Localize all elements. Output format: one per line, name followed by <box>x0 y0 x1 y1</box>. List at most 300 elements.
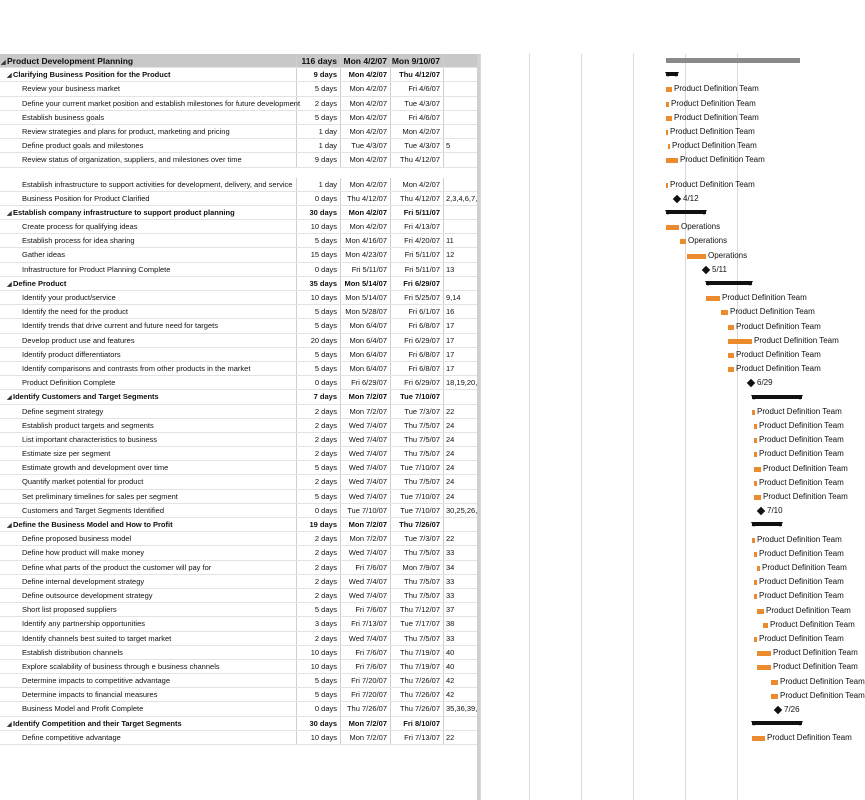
duration-cell[interactable]: 5 days <box>297 111 341 124</box>
predecessors-cell[interactable]: 17 <box>446 363 455 373</box>
start-cell[interactable]: Fri 7/6/07 <box>341 660 391 673</box>
duration-cell[interactable]: 5 days <box>297 490 341 503</box>
start-cell[interactable]: Fri 7/13/07 <box>341 617 391 630</box>
predecessors-cell[interactable]: 38 <box>446 619 455 629</box>
task-name-cell[interactable]: Identify the need for the product <box>0 305 297 318</box>
duration-cell[interactable]: 20 days <box>297 334 341 347</box>
collapse-toggle-icon[interactable]: ◢ <box>1 60 6 66</box>
task-row[interactable] <box>0 561 477 575</box>
task-name-cell[interactable]: Define your current market position and establish milestones for future development <box>0 97 297 110</box>
task-row[interactable] <box>0 405 477 419</box>
predecessors-cell[interactable] <box>444 390 477 403</box>
finish-cell[interactable]: Thu 7/26/07 <box>391 674 444 687</box>
task-bar[interactable] <box>666 87 672 92</box>
task-row[interactable] <box>0 234 477 248</box>
task-bar[interactable] <box>763 623 768 628</box>
start-cell[interactable]: Fri 7/20/07 <box>341 674 391 687</box>
finish-cell[interactable]: Thu 4/12/07 <box>391 192 444 205</box>
task-name-cell[interactable]: Identify product differentiators <box>0 348 297 361</box>
start-cell[interactable]: Fri 5/11/07 <box>341 263 391 276</box>
predecessors-cell[interactable]: 24 <box>446 420 455 430</box>
duration-cell[interactable]: 3 days <box>297 617 341 630</box>
finish-cell[interactable]: Tue 7/3/07 <box>391 532 444 545</box>
start-cell[interactable]: Mon 4/16/07 <box>341 234 391 247</box>
summary-bar[interactable] <box>666 210 706 214</box>
start-cell[interactable]: Mon 5/14/07 <box>341 277 391 290</box>
predecessors-cell[interactable] <box>444 717 477 730</box>
duration-cell[interactable]: 1 day <box>297 125 341 138</box>
predecessors-cell[interactable]: 16 <box>446 307 455 317</box>
task-row[interactable] <box>0 589 477 603</box>
duration-cell[interactable]: 2 days <box>297 532 341 545</box>
predecessors-cell[interactable]: 17 <box>446 349 455 359</box>
task-name-cell[interactable]: Develop product use and features <box>0 334 297 347</box>
start-cell[interactable]: Mon 4/2/07 <box>341 178 391 191</box>
predecessors-cell[interactable] <box>444 518 477 531</box>
start-cell[interactable]: Fri 7/20/07 <box>341 688 391 701</box>
task-row[interactable] <box>0 433 477 447</box>
task-name-cell[interactable]: Review your business market <box>0 82 297 95</box>
start-cell[interactable]: Wed 7/4/07 <box>341 447 391 460</box>
task-name-cell[interactable]: Gather ideas <box>0 248 297 261</box>
start-cell[interactable]: Wed 7/4/07 <box>341 490 391 503</box>
duration-cell[interactable]: 7 days <box>297 390 341 403</box>
collapse-toggle-icon[interactable]: ◢ <box>7 210 12 217</box>
finish-cell[interactable]: Fri 6/29/07 <box>391 277 444 290</box>
task-row[interactable] <box>0 674 477 688</box>
task-row[interactable] <box>0 362 477 376</box>
predecessors-cell[interactable] <box>444 153 477 166</box>
predecessors-cell[interactable]: 24 <box>446 491 455 501</box>
duration-cell[interactable]: 2 days <box>297 475 341 488</box>
task-name-cell[interactable]: Define product goals and milestones <box>0 139 297 152</box>
predecessors-cell[interactable]: 17 <box>446 321 455 331</box>
start-cell[interactable]: Wed 7/4/07 <box>341 461 391 474</box>
milestone-diamond[interactable] <box>702 266 710 274</box>
duration-cell[interactable]: 10 days <box>297 291 341 304</box>
finish-cell[interactable]: Thu 7/12/07 <box>391 603 444 616</box>
task-name-cell[interactable]: Identify comparisons and contrasts from other products in the market <box>0 362 297 375</box>
finish-cell[interactable]: Thu 4/12/07 <box>391 68 444 81</box>
task-name-cell[interactable]: Establish infrastructure to support activities for development, delivery, and service <box>0 178 297 191</box>
task-row[interactable] <box>0 111 477 125</box>
predecessors-cell[interactable]: 22 <box>446 732 455 742</box>
task-name-cell[interactable]: ◢Clarifying Business Position for the Product <box>0 68 297 81</box>
predecessors-cell[interactable]: 24 <box>446 449 455 459</box>
finish-cell[interactable]: Thu 7/26/07 <box>391 702 444 715</box>
finish-cell[interactable]: Tue 7/10/07 <box>391 490 444 503</box>
predecessors-cell[interactable]: 5 <box>446 141 451 151</box>
task-bar[interactable] <box>687 254 706 259</box>
finish-cell[interactable]: Tue 4/3/07 <box>391 139 444 152</box>
task-row[interactable] <box>0 248 477 262</box>
predecessors-cell[interactable]: 2,3,4,6,7, <box>446 193 478 203</box>
duration-cell[interactable]: 5 days <box>297 348 341 361</box>
duration-cell[interactable]: 5 days <box>297 319 341 332</box>
start-cell[interactable]: Mon 4/2/07 <box>341 82 391 95</box>
finish-cell[interactable]: Mon 9/10/07 <box>391 54 444 67</box>
task-row[interactable] <box>0 153 477 167</box>
finish-cell[interactable]: Thu 7/26/07 <box>391 518 444 531</box>
task-row[interactable] <box>0 291 477 305</box>
finish-cell[interactable]: Fri 8/10/07 <box>391 717 444 730</box>
start-cell[interactable]: Mon 4/23/07 <box>341 248 391 261</box>
task-bar[interactable] <box>754 452 757 457</box>
task-bar[interactable] <box>771 680 778 685</box>
finish-cell[interactable]: Tue 4/3/07 <box>391 97 444 110</box>
start-cell[interactable]: Thu 7/26/07 <box>341 702 391 715</box>
predecessors-cell[interactable] <box>444 82 477 95</box>
task-name-cell[interactable]: Set preliminary timelines for sales per segment <box>0 490 297 503</box>
duration-cell[interactable]: 19 days <box>297 518 341 531</box>
duration-cell[interactable]: 2 days <box>297 405 341 418</box>
task-bar[interactable] <box>754 594 757 599</box>
duration-cell[interactable]: 2 days <box>297 433 341 446</box>
task-name-cell[interactable]: Determine impacts to competitive advantage <box>0 674 297 687</box>
finish-cell[interactable]: Tue 7/3/07 <box>391 405 444 418</box>
start-cell[interactable]: Mon 4/2/07 <box>341 125 391 138</box>
duration-cell[interactable]: 0 days <box>297 192 341 205</box>
task-row[interactable] <box>0 702 477 716</box>
task-name-cell[interactable]: Review status of organization, suppliers, and milestones over time <box>0 153 297 166</box>
start-cell[interactable]: Mon 7/2/07 <box>341 532 391 545</box>
duration-cell[interactable]: 9 days <box>297 68 341 81</box>
task-name-cell[interactable]: ◢Define Product <box>0 277 297 290</box>
start-cell[interactable]: Mon 6/4/07 <box>341 319 391 332</box>
finish-cell[interactable]: Thu 7/5/07 <box>391 475 444 488</box>
task-row[interactable] <box>0 575 477 589</box>
summary-bar[interactable] <box>666 72 678 76</box>
task-name-cell[interactable]: Review strategies and plans for product, marketing and pricing <box>0 125 297 138</box>
start-cell[interactable]: Fri 6/29/07 <box>341 376 391 389</box>
predecessors-cell[interactable] <box>444 111 477 124</box>
task-bar[interactable] <box>752 736 765 741</box>
finish-cell[interactable]: Thu 7/5/07 <box>391 632 444 645</box>
task-name-cell[interactable]: Establish process for idea sharing <box>0 234 297 247</box>
duration-cell[interactable]: 5 days <box>297 461 341 474</box>
task-bar[interactable] <box>771 694 778 699</box>
summary-bar[interactable] <box>752 395 802 399</box>
task-name-cell[interactable]: Establish product targets and segments <box>0 419 297 432</box>
task-bar[interactable] <box>754 467 761 472</box>
task-name-cell[interactable]: Quantify market potential for product <box>0 475 297 488</box>
task-bar[interactable] <box>680 239 686 244</box>
task-row[interactable] <box>0 646 477 660</box>
finish-cell[interactable]: Fri 6/8/07 <box>391 362 444 375</box>
task-row[interactable] <box>0 334 477 348</box>
task-name-cell[interactable]: Explore scalability of business through e business channels <box>0 660 297 673</box>
task-row[interactable] <box>0 263 477 277</box>
predecessors-cell[interactable]: 18,19,20, <box>446 378 478 388</box>
predecessors-cell[interactable]: 12 <box>446 250 455 260</box>
summary-row[interactable] <box>0 390 477 404</box>
predecessors-cell[interactable] <box>444 54 477 67</box>
milestone-diamond[interactable] <box>747 379 755 387</box>
task-row[interactable] <box>0 376 477 390</box>
task-name-cell[interactable]: List important characteristics to business <box>0 433 297 446</box>
task-bar[interactable] <box>754 495 761 500</box>
predecessors-cell[interactable]: 17 <box>446 335 455 345</box>
finish-cell[interactable]: Fri 6/29/07 <box>391 376 444 389</box>
duration-cell[interactable]: 5 days <box>297 674 341 687</box>
start-cell[interactable]: Mon 4/2/07 <box>341 153 391 166</box>
finish-cell[interactable]: Fri 7/13/07 <box>391 731 444 744</box>
start-cell[interactable]: Mon 7/2/07 <box>341 731 391 744</box>
predecessors-cell[interactable] <box>444 68 477 81</box>
start-cell[interactable]: Mon 4/2/07 <box>341 97 391 110</box>
duration-cell[interactable]: 2 days <box>297 561 341 574</box>
predecessors-cell[interactable]: 35,36,39, <box>446 704 478 714</box>
predecessors-cell[interactable]: 24 <box>446 434 455 444</box>
task-name-cell[interactable]: ◢Product Development Planning <box>0 54 297 67</box>
finish-cell[interactable]: Thu 7/5/07 <box>391 589 444 602</box>
task-name-cell[interactable]: Identify your product/service <box>0 291 297 304</box>
predecessors-cell[interactable]: 40 <box>446 661 455 671</box>
duration-cell[interactable]: 2 days <box>297 575 341 588</box>
task-bar[interactable] <box>754 552 757 557</box>
duration-cell[interactable]: 5 days <box>297 688 341 701</box>
task-row[interactable] <box>0 82 477 96</box>
start-cell[interactable]: Mon 6/4/07 <box>341 348 391 361</box>
duration-cell[interactable]: 5 days <box>297 234 341 247</box>
predecessors-cell[interactable]: 22 <box>446 406 455 416</box>
task-name-cell[interactable]: ◢Establish company infrastructure to support product planning <box>0 206 297 219</box>
task-name-cell[interactable]: Infrastructure for Product Planning Complete <box>0 263 297 276</box>
duration-cell[interactable]: 5 days <box>297 82 341 95</box>
start-cell[interactable]: Mon 5/14/07 <box>341 291 391 304</box>
start-cell[interactable]: Mon 4/2/07 <box>341 54 391 67</box>
finish-cell[interactable]: Tue 7/10/07 <box>391 461 444 474</box>
task-bar[interactable] <box>757 609 764 614</box>
task-bar[interactable] <box>754 637 757 642</box>
collapse-toggle-icon[interactable]: ◢ <box>7 281 12 288</box>
task-name-cell[interactable]: Business Position for Product Clarified <box>0 192 297 205</box>
predecessors-cell[interactable]: 13 <box>446 264 455 274</box>
start-cell[interactable]: Mon 6/4/07 <box>341 334 391 347</box>
finish-cell[interactable]: Mon 4/2/07 <box>391 125 444 138</box>
summary-row[interactable] <box>0 68 477 82</box>
task-row[interactable] <box>0 688 477 702</box>
collapse-toggle-icon[interactable]: ◢ <box>7 73 12 80</box>
task-row[interactable] <box>0 603 477 617</box>
duration-cell[interactable]: 15 days <box>297 248 341 261</box>
finish-cell[interactable]: Thu 7/5/07 <box>391 447 444 460</box>
predecessors-cell[interactable] <box>444 97 477 110</box>
task-row[interactable] <box>0 305 477 319</box>
collapse-toggle-icon[interactable]: ◢ <box>7 523 12 529</box>
task-bar[interactable] <box>757 566 760 571</box>
task-row[interactable] <box>0 731 477 745</box>
finish-cell[interactable]: Thu 7/19/07 <box>391 660 444 673</box>
project-summary-bar[interactable] <box>666 58 800 63</box>
task-bar[interactable] <box>728 353 734 358</box>
task-row[interactable] <box>0 192 477 206</box>
task-name-cell[interactable]: Define how product will make money <box>0 546 297 559</box>
task-bar[interactable] <box>666 225 679 230</box>
task-name-cell[interactable]: Business Model and Profit Complete <box>0 702 297 715</box>
predecessors-cell[interactable] <box>444 178 477 191</box>
predecessors-cell[interactable]: 37 <box>446 605 455 615</box>
task-name-cell[interactable]: Estimate growth and development over time <box>0 461 297 474</box>
task-row[interactable] <box>0 546 477 560</box>
predecessors-cell[interactable] <box>444 277 477 290</box>
task-row[interactable] <box>0 139 477 153</box>
predecessors-cell[interactable]: 33 <box>446 633 455 643</box>
task-row[interactable] <box>0 178 477 192</box>
finish-cell[interactable]: Fri 6/29/07 <box>391 334 444 347</box>
predecessors-cell[interactable]: 42 <box>446 676 455 686</box>
task-row[interactable] <box>0 447 477 461</box>
task-bar[interactable] <box>754 438 757 443</box>
task-name-cell[interactable]: Define internal development strategy <box>0 575 297 588</box>
duration-cell[interactable]: 30 days <box>297 717 341 730</box>
start-cell[interactable]: Wed 7/4/07 <box>341 575 391 588</box>
duration-cell[interactable]: 9 days <box>297 153 341 166</box>
finish-cell[interactable]: Fri 5/11/07 <box>391 248 444 261</box>
finish-cell[interactable]: Mon 4/2/07 <box>391 178 444 191</box>
duration-cell[interactable]: 2 days <box>297 589 341 602</box>
task-row[interactable] <box>0 475 477 489</box>
start-cell[interactable]: Mon 6/4/07 <box>341 362 391 375</box>
task-row[interactable] <box>0 660 477 674</box>
summary-bar[interactable] <box>752 721 802 725</box>
task-name-cell[interactable]: Establish distribution channels <box>0 646 297 659</box>
milestone-diamond[interactable] <box>757 507 765 515</box>
task-row[interactable] <box>0 504 477 518</box>
milestone-diamond[interactable] <box>774 706 782 714</box>
task-bar[interactable] <box>728 367 734 372</box>
duration-cell[interactable]: 10 days <box>297 731 341 744</box>
task-bar[interactable] <box>666 158 678 163</box>
finish-cell[interactable]: Thu 4/12/07 <box>391 153 444 166</box>
duration-cell[interactable]: 0 days <box>297 504 341 517</box>
finish-cell[interactable]: Thu 7/19/07 <box>391 646 444 659</box>
finish-cell[interactable]: Fri 4/20/07 <box>391 234 444 247</box>
task-row[interactable] <box>0 632 477 646</box>
duration-cell[interactable]: 2 days <box>297 97 341 110</box>
start-cell[interactable]: Mon 7/2/07 <box>341 390 391 403</box>
task-name-cell[interactable]: ◢Identify Customers and Target Segments <box>0 390 297 403</box>
task-name-cell[interactable]: Customers and Target Segments Identified <box>0 504 297 517</box>
task-bar[interactable] <box>754 481 757 486</box>
task-bar[interactable] <box>666 116 672 121</box>
task-row[interactable] <box>0 220 477 234</box>
task-row[interactable] <box>0 490 477 504</box>
start-cell[interactable]: Tue 4/3/07 <box>341 139 391 152</box>
summary-row[interactable] <box>0 277 477 291</box>
predecessors-cell[interactable]: 33 <box>446 576 455 586</box>
task-name-cell[interactable]: Define outsource development strategy <box>0 589 297 602</box>
duration-cell[interactable]: 10 days <box>297 660 341 673</box>
milestone-diamond[interactable] <box>673 195 681 203</box>
start-cell[interactable]: Wed 7/4/07 <box>341 546 391 559</box>
duration-cell[interactable]: 2 days <box>297 546 341 559</box>
duration-cell[interactable]: 5 days <box>297 362 341 375</box>
finish-cell[interactable]: Thu 7/5/07 <box>391 419 444 432</box>
finish-cell[interactable]: Fri 4/6/07 <box>391 82 444 95</box>
task-name-cell[interactable]: Define proposed business model <box>0 532 297 545</box>
task-bar[interactable] <box>706 296 720 301</box>
task-row[interactable] <box>0 97 477 111</box>
duration-cell[interactable]: 5 days <box>297 305 341 318</box>
start-cell[interactable]: Mon 5/28/07 <box>341 305 391 318</box>
duration-cell[interactable]: 0 days <box>297 263 341 276</box>
duration-cell[interactable]: 116 days <box>297 54 341 67</box>
duration-cell[interactable]: 0 days <box>297 702 341 715</box>
duration-cell[interactable]: 10 days <box>297 220 341 233</box>
predecessors-cell[interactable]: 24 <box>446 477 455 487</box>
task-bar[interactable] <box>721 310 728 315</box>
start-cell[interactable]: Wed 7/4/07 <box>341 419 391 432</box>
duration-cell[interactable]: 1 day <box>297 178 341 191</box>
duration-cell[interactable]: 10 days <box>297 646 341 659</box>
duration-cell[interactable]: 2 days <box>297 419 341 432</box>
summary-row[interactable] <box>0 717 477 731</box>
finish-cell[interactable]: Fri 4/13/07 <box>391 220 444 233</box>
finish-cell[interactable]: Fri 5/25/07 <box>391 291 444 304</box>
task-name-cell[interactable]: ◢Identify Competition and their Target Segments <box>0 717 297 730</box>
predecessors-cell[interactable]: 11 <box>446 236 454 246</box>
summary-row[interactable] <box>0 206 477 220</box>
start-cell[interactable]: Wed 7/4/07 <box>341 475 391 488</box>
task-row[interactable] <box>0 319 477 333</box>
project-row[interactable] <box>0 54 477 68</box>
task-row[interactable] <box>0 348 477 362</box>
task-name-cell[interactable]: ◢Define the Business Model and How to Profit <box>0 518 297 531</box>
start-cell[interactable]: Wed 7/4/07 <box>341 433 391 446</box>
duration-cell[interactable]: 0 days <box>297 376 341 389</box>
task-bar[interactable] <box>666 130 668 135</box>
collapse-toggle-icon[interactable]: ◢ <box>7 395 12 402</box>
finish-cell[interactable]: Tue 7/17/07 <box>391 617 444 630</box>
task-row[interactable] <box>0 532 477 546</box>
finish-cell[interactable]: Fri 4/6/07 <box>391 111 444 124</box>
duration-cell[interactable]: 2 days <box>297 447 341 460</box>
duration-cell[interactable]: 1 day <box>297 139 341 152</box>
finish-cell[interactable]: Thu 7/5/07 <box>391 575 444 588</box>
task-bar[interactable] <box>752 410 755 415</box>
task-name-cell[interactable]: Identify channels best suited to target market <box>0 632 297 645</box>
task-bar[interactable] <box>668 144 670 149</box>
start-cell[interactable]: Thu 4/12/07 <box>341 192 391 205</box>
task-name-cell[interactable]: Determine impacts to financial measures <box>0 688 297 701</box>
start-cell[interactable]: Mon 4/2/07 <box>341 68 391 81</box>
finish-cell[interactable]: Fri 5/11/07 <box>391 206 444 219</box>
finish-cell[interactable]: Fri 6/1/07 <box>391 305 444 318</box>
finish-cell[interactable]: Tue 7/10/07 <box>391 504 444 517</box>
start-cell[interactable]: Fri 7/6/07 <box>341 603 391 616</box>
duration-cell[interactable]: 35 days <box>297 277 341 290</box>
task-row[interactable] <box>0 617 477 631</box>
task-bar[interactable] <box>754 424 757 429</box>
task-row[interactable] <box>0 461 477 475</box>
task-name-cell[interactable]: Estimate size per segment <box>0 447 297 460</box>
predecessors-cell[interactable]: 42 <box>446 690 455 700</box>
task-bar[interactable] <box>757 665 771 670</box>
summary-bar[interactable] <box>752 522 782 526</box>
finish-cell[interactable]: Mon 7/9/07 <box>391 561 444 574</box>
start-cell[interactable]: Mon 4/2/07 <box>341 206 391 219</box>
task-bar[interactable] <box>728 325 734 330</box>
task-row[interactable] <box>0 419 477 433</box>
task-bar[interactable] <box>754 580 757 585</box>
finish-cell[interactable]: Thu 7/26/07 <box>391 688 444 701</box>
predecessors-cell[interactable]: 22 <box>446 534 455 544</box>
duration-cell[interactable]: 30 days <box>297 206 341 219</box>
predecessors-cell[interactable] <box>444 220 477 233</box>
start-cell[interactable]: Mon 7/2/07 <box>341 717 391 730</box>
start-cell[interactable]: Mon 7/2/07 <box>341 405 391 418</box>
